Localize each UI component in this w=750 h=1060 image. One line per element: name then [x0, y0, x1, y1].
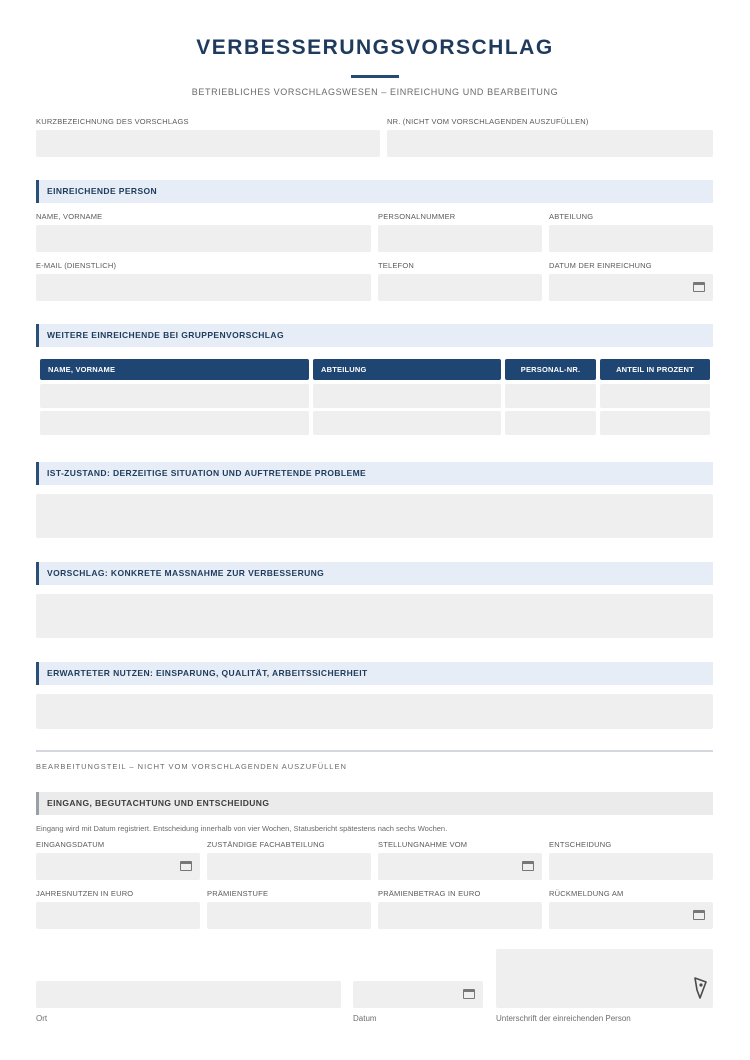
section-submitter: EINREICHENDE PERSON: [36, 180, 713, 203]
section-current-state: IST-ZUSTAND: DERZEITIGE SITUATION UND AUFTRETENDE PROBLEME: [36, 462, 713, 485]
short-title-label: KURZBEZEICHNUNG DES VORSCHLAGS: [36, 117, 189, 126]
processing-note: Eingang wird mit Datum registriert. Entscheidung innerhalb von vier Wochen, Statusbericht spätestens nach sechs Wochen.: [36, 824, 448, 833]
signature-field[interactable]: [496, 949, 713, 1008]
decision-field[interactable]: [549, 853, 713, 880]
proposal-number-label: NR. (NICHT VOM VORSCHLAGENDEN AUSZUFÜLLEN): [387, 117, 589, 126]
calendar-icon[interactable]: [180, 861, 192, 871]
name-field[interactable]: [36, 225, 371, 252]
page-subtitle: BETRIEBLICHES VORSCHLAGSWESEN – EINREICHUNG UND BEARBEITUNG: [191, 87, 559, 97]
group-row-1-name[interactable]: [40, 384, 309, 408]
receipt-date-field[interactable]: [36, 853, 200, 880]
column-header-department: ABTEILUNG: [313, 359, 501, 380]
name-label: NAME, VORNAME: [36, 212, 103, 221]
pen-icon: [692, 976, 708, 1000]
responsible-department-label: ZUSTÄNDIGE FACHABTEILUNG: [207, 840, 325, 849]
responsible-department-field[interactable]: [207, 853, 371, 880]
place-field[interactable]: [36, 981, 341, 1008]
phone-field[interactable]: [378, 274, 542, 301]
page-title: VERBESSERUNGSVORSCHLAG: [196, 36, 554, 59]
section-processing: EINGANG, BEGUTACHTUNG UND ENTSCHEIDUNG: [36, 792, 713, 815]
column-header-share: ANTEIL IN PROZENT: [600, 359, 710, 380]
proposal-field[interactable]: [36, 594, 713, 638]
section-group: WEITERE EINREICHENDE BEI GRUPPENVORSCHLAG: [36, 324, 713, 347]
feedback-date-field[interactable]: [549, 902, 713, 929]
calendar-icon[interactable]: [693, 910, 705, 920]
signature-date-label: Datum: [353, 1014, 377, 1023]
proposal-number-field[interactable]: [387, 130, 713, 157]
annual-benefit-label: JAHRESNUTZEN IN EURO: [36, 889, 134, 898]
email-label: E-MAIL (DIENSTLICH): [36, 261, 117, 270]
feedback-date-label: RÜCKMELDUNG AM: [549, 889, 624, 898]
processing-caption: BEARBEITUNGSTEIL – NICHT VOM VORSCHLAGENDEN AUSZUFÜLLEN: [36, 762, 347, 771]
calendar-icon[interactable]: [693, 282, 705, 292]
bonus-level-field[interactable]: [207, 902, 371, 929]
current-state-field[interactable]: [36, 494, 713, 538]
benefit-field[interactable]: [36, 694, 713, 729]
place-label: Ort: [36, 1014, 48, 1023]
group-row-2-share[interactable]: [600, 411, 710, 435]
group-row-1-personnel-number[interactable]: [505, 384, 596, 408]
statement-date-field[interactable]: [378, 853, 542, 880]
calendar-icon[interactable]: [463, 989, 475, 999]
group-row-1-department[interactable]: [313, 384, 501, 408]
section-benefit: ERWARTETER NUTZEN: EINSPARUNG, QUALITÄT, ARBEITSSICHERHEIT: [36, 662, 713, 685]
receipt-date-label: EINGANGSDATUM: [36, 840, 105, 849]
submission-date-field[interactable]: [549, 274, 713, 301]
personnel-number-label: PERSONALNUMMER: [378, 212, 456, 221]
short-title-field[interactable]: [36, 130, 380, 157]
bonus-amount-label: PRÄMIENBETRAG IN EURO: [378, 889, 481, 898]
title-underline: [351, 75, 399, 78]
decision-label: ENTSCHEIDUNG: [549, 840, 612, 849]
group-row-1-share[interactable]: [600, 384, 710, 408]
group-row-2-department[interactable]: [313, 411, 501, 435]
group-row-2-name[interactable]: [40, 411, 309, 435]
department-label: ABTEILUNG: [549, 212, 594, 221]
section-divider: [36, 750, 713, 752]
signature-label: Unterschrift der einreichenden Person: [496, 1014, 631, 1023]
phone-label: TELEFON: [378, 261, 414, 270]
annual-benefit-field[interactable]: [36, 902, 200, 929]
statement-date-label: STELLUNGNAHME VOM: [378, 840, 468, 849]
email-field[interactable]: [36, 274, 371, 301]
submission-date-label: DATUM DER EINREICHUNG: [549, 261, 652, 270]
column-header-personnel-number: PERSONAL-NR.: [505, 359, 596, 380]
calendar-icon[interactable]: [522, 861, 534, 871]
group-row-2-personnel-number[interactable]: [505, 411, 596, 435]
personnel-number-field[interactable]: [378, 225, 542, 252]
department-field[interactable]: [549, 225, 713, 252]
section-proposal: VORSCHLAG: KONKRETE MASSNAHME ZUR VERBESSERUNG: [36, 562, 713, 585]
bonus-level-label: PRÄMIENSTUFE: [207, 889, 269, 898]
bonus-amount-field[interactable]: [378, 902, 542, 929]
column-header-name: NAME, VORNAME: [40, 359, 309, 380]
